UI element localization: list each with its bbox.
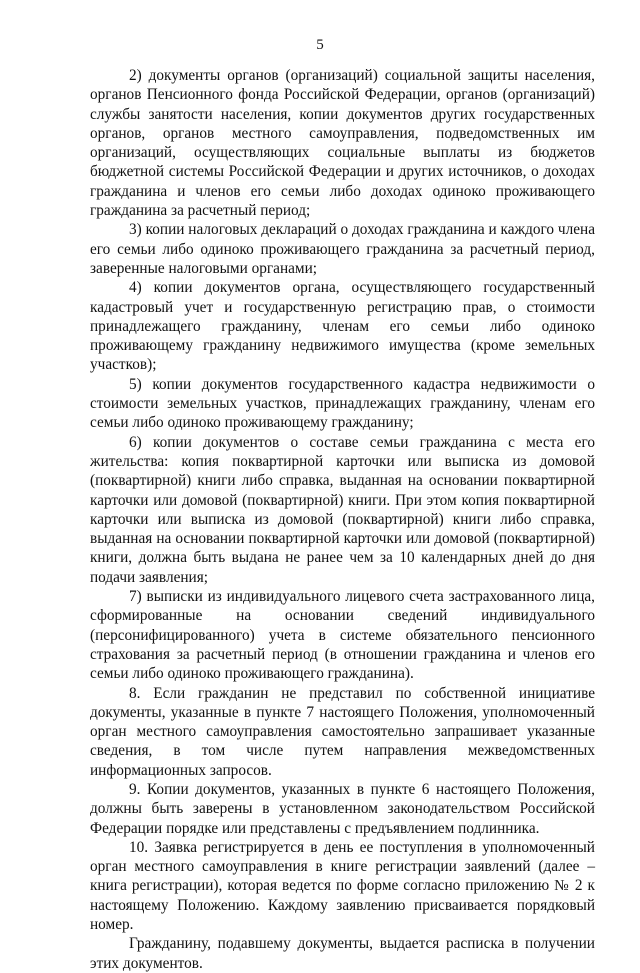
paragraph-clause-9: 9. Копии документов, указанных в пункте 6 настоящего Положения, должны быть заверены в установленном законодательством Российской Федерации порядке или представлены с предъявлением подлинника. xyxy=(90,780,595,837)
paragraph-receipt: Гражданину, подавшему документы, выдается расписка в получении этих документов. xyxy=(90,935,595,972)
paragraph-item-4: 4) копии документов органа, осуществляющего государственный кадастровый учет и государственную регистрацию прав, о стоимости принадлежащего гражданину, членам его семьи либо одиноко проживающему гражданину недвижимого имущества (кроме земельных участков); xyxy=(90,279,595,374)
page-number: 5 xyxy=(316,37,324,53)
paragraph-item-6: 6) копии документов о составе семьи гражданина с места его жительства: копия поквартирной карточки или выписка из домовой (поквартирной) книги либо справка, выданная на основании поквартирной карточки или домовой (поквартирной) книги. При этом копия поквартирной карточки или выписка из домовой (поквартирной) книги либо справка, выданная на основании поквартирной карточки или домовой (поквартирной) книги, должна быть выдана не ранее чем за 10 календарных дней до дня подачи заявления; xyxy=(90,433,595,586)
paragraph-item-2: 2) документы органов (организаций) социальной защиты населения, органов Пенсионного фонда Российской Федерации, органов (организаций) службы занятости населения, копии документов других государственных органов, органов местного самоуправления, подведомственных им организаций, осуществляющих социальные выплаты из бюджетов бюджетной системы Российской Федерации и других источников, о доходах гражданина и членов его семьи либо доходах одиноко проживающего гражданина за расчетный период; xyxy=(90,67,595,220)
paragraph-item-3: 3) копии налоговых деклараций о доходах гражданина и каждого члена его семьи либо одиноко проживающего гражданина за расчетный период, заверенные налоговыми органами; xyxy=(90,221,595,277)
document-body xyxy=(90,66,595,973)
paragraph-clause-10: 10. Заявка регистрируется в день ее поступления в уполномоченный орган местного самоуправления в книге регистрации заявлений (далее – книга регистрации), которая ведется по форме согласно приложению № 2 к настоящему Положению. Каждому заявлению присваивается порядковый номер. xyxy=(90,838,595,934)
paragraph-item-5: 5) копии документов государственного кадастра недвижимости о стоимости земельных участков, принадлежащих гражданину, членам его семьи либо одиноко проживающему гражданину; xyxy=(90,375,595,432)
paragraph-clause-8: 8. Если гражданин не представил по собственной инициативе документы, указанные в пункте 7 настоящего Положения, уполномоченный орган местного самоуправления самостоятельно запрашивает указанные сведения, в том числе путем направления межведомственных информационных запросов. xyxy=(90,684,595,779)
paragraph-item-7: 7) выписки из индивидуального лицевого счета застрахованного лица, сформированные на основании сведений индивидуального (персонифицированного) учета в системе обязательного пенсионного страхования за расчетный период (в отношении гражданина и членов его семьи либо одиноко проживающего гражданина). xyxy=(90,588,595,683)
